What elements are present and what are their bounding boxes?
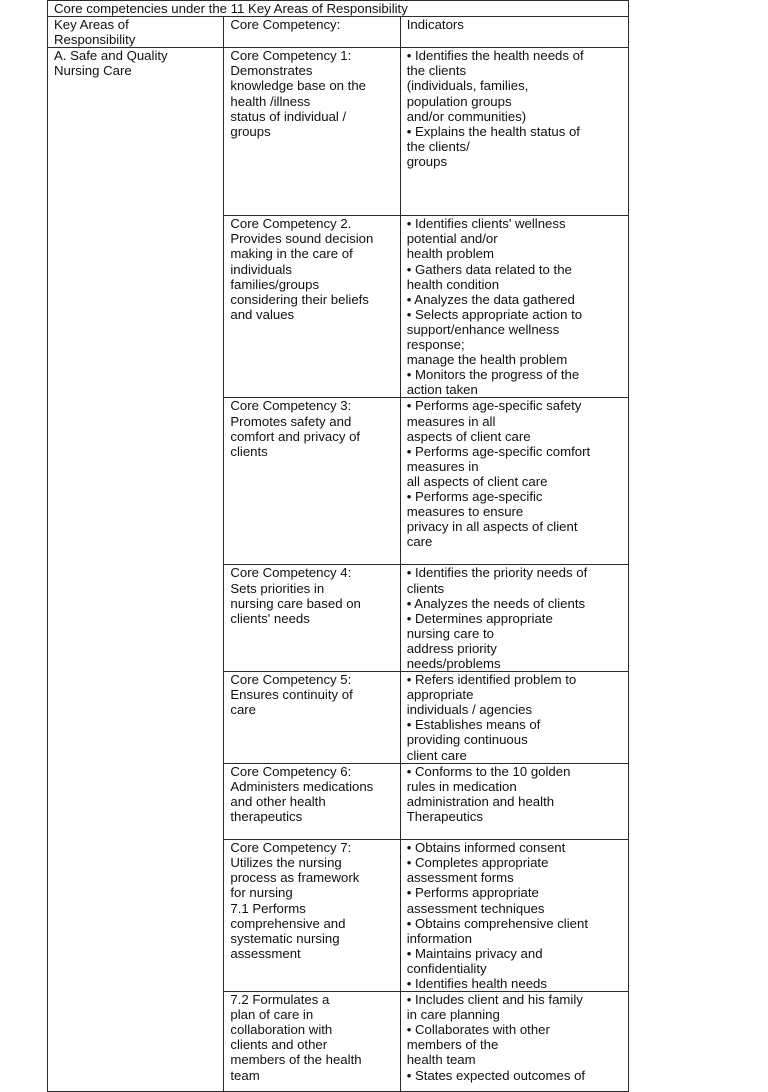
indicators-cell xyxy=(400,763,628,839)
cell-line: Sets priorities in xyxy=(230,580,325,596)
cell-line: Provides sound decision xyxy=(230,231,374,247)
cell-line: Core Competency 7: xyxy=(230,840,352,856)
cell-line: manage the health problem xyxy=(406,352,568,368)
cell-line: administration and health xyxy=(406,793,555,809)
cell-line: Core Competency 2. xyxy=(230,216,352,232)
cell-line: groups xyxy=(406,153,448,169)
cell-line: • Obtains informed consent xyxy=(406,840,566,856)
cell-line: comprehensive and xyxy=(230,915,346,931)
indicators-cell xyxy=(400,840,628,992)
cell-line: and values xyxy=(230,306,295,322)
cell-line: • Performs appropriate xyxy=(406,885,539,901)
title-row xyxy=(48,1,629,17)
cell-line: Core Competency 1: xyxy=(230,48,352,64)
cell-line: • Monitors the progress of the xyxy=(406,367,580,383)
cell-line: response; xyxy=(406,337,465,353)
cell-line: all aspects of client care xyxy=(406,473,548,489)
cell-line: assessment techniques xyxy=(406,900,545,916)
cell-line: A. Safe and Quality xyxy=(54,48,168,64)
cell-line: Utilizes the nursing xyxy=(230,855,342,871)
indicators-cell xyxy=(400,672,628,764)
cell-line: making in the care of xyxy=(230,246,353,262)
cell-line: and other health xyxy=(230,793,326,809)
cell-line: individuals xyxy=(230,261,292,277)
core-competency-cell xyxy=(224,992,400,1092)
cell-line: • Completes appropriate xyxy=(406,855,549,871)
core-competency-cell xyxy=(224,398,400,565)
cell-line: health team xyxy=(406,1052,476,1068)
cell-line: considering their beliefs xyxy=(230,291,369,307)
core-competency-cell xyxy=(224,565,400,672)
core-competency-cell xyxy=(224,216,400,398)
cell-line: Promotes safety and xyxy=(230,413,352,429)
competency-row xyxy=(48,48,629,216)
table-title: Core competencies under the 11 Key Areas of Responsibility xyxy=(48,1,629,17)
cell-line: • Collaborates with other xyxy=(406,1022,550,1038)
indicators-cell xyxy=(400,216,628,398)
cell-line: assessment forms xyxy=(406,870,514,886)
cell-line: the clients xyxy=(406,63,467,79)
cell-line: • Conforms to the 10 golden xyxy=(406,763,571,779)
cell-line: • Refers identified problem to xyxy=(406,672,577,688)
cell-line: individuals / agencies xyxy=(406,702,533,718)
cell-line: Administers medications xyxy=(230,778,374,794)
cell-line: • Maintains privacy and xyxy=(406,945,543,961)
cell-line: address priority xyxy=(406,640,497,656)
cell-line: Core Competency 4: xyxy=(230,565,352,581)
cell-line: • Identifies clients' wellness xyxy=(406,216,566,232)
cell-line: support/enhance wellness xyxy=(406,321,560,337)
indicators-cell xyxy=(400,398,628,565)
indicators-cell xyxy=(400,565,628,672)
cell-line: members of the xyxy=(406,1037,499,1053)
cell-line: information xyxy=(406,930,472,946)
cell-line: clients xyxy=(230,443,268,459)
cell-line: • Explains the health status of xyxy=(406,123,580,139)
cell-line: health condition xyxy=(406,276,500,292)
cell-line: privacy in all aspects of client xyxy=(406,519,578,535)
cell-line: Core Competency 6: xyxy=(230,763,352,779)
cell-line: • Obtains comprehensive client xyxy=(406,915,588,931)
cell-line: Core Competency: xyxy=(230,17,341,33)
cell-line: clients and other xyxy=(230,1037,328,1053)
cell-line: members of the health xyxy=(230,1052,362,1068)
cell-line: nursing care to xyxy=(406,625,494,641)
core-competency-cell xyxy=(224,672,400,764)
cell-line: clients xyxy=(406,580,445,596)
cell-line: health problem xyxy=(406,246,494,262)
cell-line: potential and/or xyxy=(406,231,498,247)
cell-line: measures in all xyxy=(406,413,496,429)
cell-line: • Establishes means of xyxy=(406,717,541,733)
cell-line: measures to ensure xyxy=(406,504,524,520)
cell-line: in care planning xyxy=(406,1007,500,1023)
core-competency-cell xyxy=(224,840,400,992)
cell-line xyxy=(407,549,626,564)
cell-line: knowledge base on the xyxy=(230,78,367,94)
cell-line: clients' needs xyxy=(230,610,310,626)
cell-line: status of individual / xyxy=(230,108,347,124)
cell-line: • Performs age-specific xyxy=(406,488,543,504)
header-core-competency xyxy=(224,17,400,48)
cell-line: systematic nursing xyxy=(230,930,340,946)
cell-line: 7.2 Formulates a xyxy=(230,992,330,1008)
cell-line: • Determines appropriate xyxy=(406,610,553,626)
header-indicators xyxy=(400,17,628,48)
cell-line: • Performs age-specific safety xyxy=(406,398,582,414)
cell-line: Nursing Care xyxy=(54,63,132,79)
cell-line: • Selects appropriate action to xyxy=(406,306,583,322)
cell-line: • Analyzes the needs of clients xyxy=(406,595,586,611)
cell-line: rules in medication xyxy=(406,778,517,794)
indicators-cell xyxy=(400,48,628,216)
cell-line: needs/problems xyxy=(406,656,501,671)
core-competency-cell xyxy=(224,763,400,839)
cell-line: Core Competency 5: xyxy=(230,672,352,688)
cell-line: process as framework xyxy=(230,870,360,886)
cell-line: • Performs age-specific comfort xyxy=(406,443,591,459)
cell-line: • Includes client and his family xyxy=(406,992,583,1008)
cell-line xyxy=(407,824,626,839)
cell-line: action taken xyxy=(406,382,478,398)
cell-line: groups xyxy=(230,123,271,139)
cell-line: Core Competency 3: xyxy=(230,398,352,414)
key-area-cell xyxy=(48,48,224,1092)
cell-line: • Analyzes the data gathered xyxy=(406,291,575,307)
cell-line: care xyxy=(230,702,257,718)
cell-line: measures in xyxy=(406,458,479,474)
cell-line: families/groups xyxy=(230,276,320,292)
cell-line: (individuals, families, xyxy=(406,78,529,94)
cell-line: Demonstrates xyxy=(230,63,313,79)
cell-line: Ensures continuity of xyxy=(230,687,353,703)
cell-line: Therapeutics xyxy=(406,808,483,824)
header-key-areas xyxy=(48,17,224,48)
cell-line: comfort and privacy of xyxy=(230,428,361,444)
cell-line: nursing care based on xyxy=(230,595,361,611)
cell-line: confidentiality xyxy=(406,960,487,976)
cell-line: • Identifies the priority needs of xyxy=(406,565,588,581)
cell-line: and/or communities) xyxy=(406,108,527,124)
indicators-cell xyxy=(400,992,628,1092)
cell-line: Key Areas of xyxy=(54,17,129,33)
cell-line: health /illness xyxy=(230,93,311,109)
cell-line: Responsibility xyxy=(54,32,136,48)
cell-line: • Identifies the health needs of xyxy=(406,48,584,64)
core-competency-cell xyxy=(224,48,400,216)
competency-table xyxy=(47,0,629,1092)
cell-line: collaboration with xyxy=(230,1022,333,1038)
cell-line: Indicators xyxy=(406,17,464,33)
cell-line: aspects of client care xyxy=(406,428,531,444)
cell-line: care xyxy=(406,534,433,550)
cell-line: 7.1 Performs xyxy=(230,900,306,916)
cell-line: population groups xyxy=(406,93,512,109)
cell-line: assessment xyxy=(230,945,301,961)
cell-line: • Identifies health needs xyxy=(406,975,547,991)
cell-line: providing continuous xyxy=(406,732,528,748)
cell-line: • Gathers data related to the xyxy=(406,261,572,277)
cell-line: • States expected outcomes of xyxy=(406,1067,586,1083)
cell-line: therapeutics xyxy=(230,808,303,824)
cell-line: appropriate xyxy=(406,687,474,703)
cell-line: for nursing xyxy=(230,885,293,901)
cell-line: client care xyxy=(406,747,467,763)
cell-line: team xyxy=(230,1067,260,1083)
cell-line: the clients/ xyxy=(406,138,470,154)
cell-line: plan of care in xyxy=(230,1007,314,1023)
header-row xyxy=(48,17,629,48)
